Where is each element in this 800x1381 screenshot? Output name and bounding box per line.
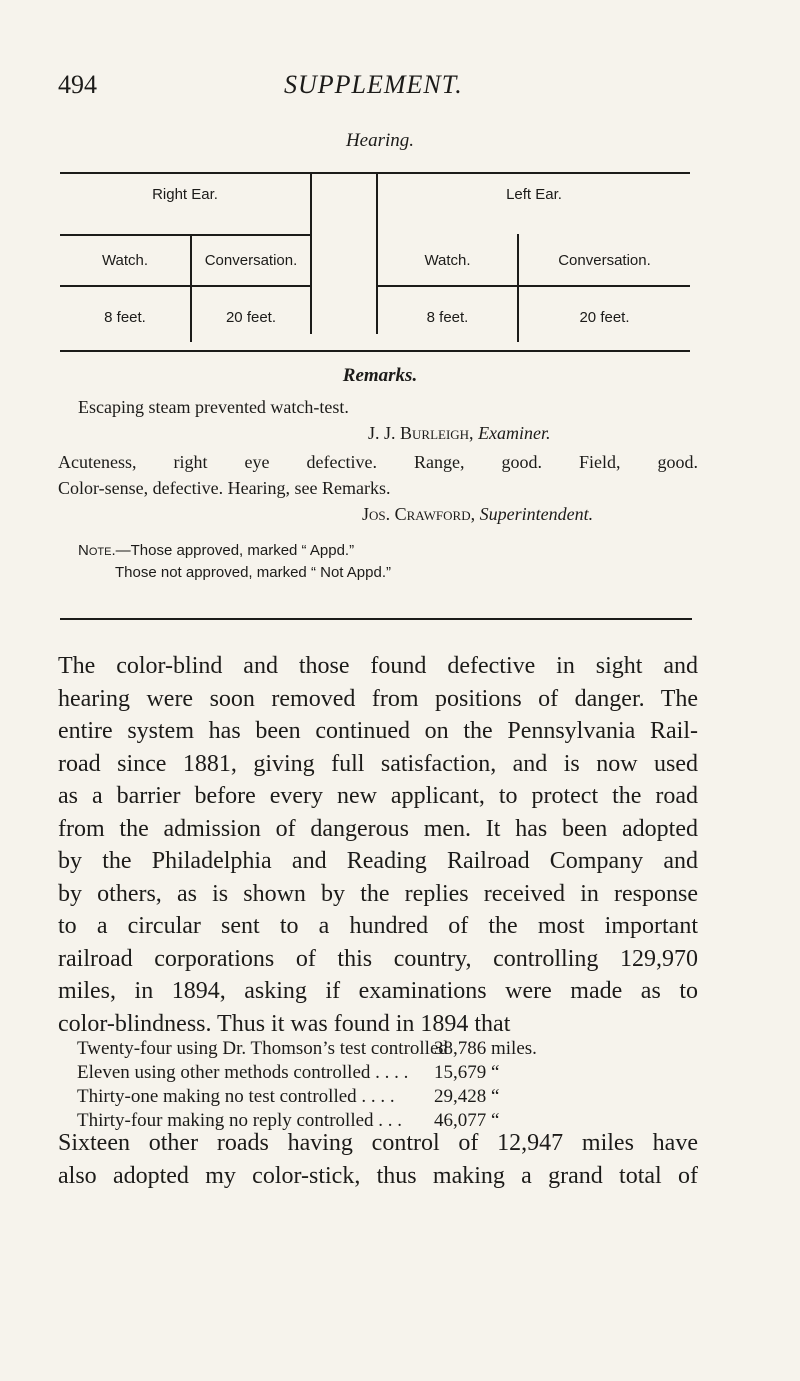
left-conversation-value: 20 feet. — [579, 309, 630, 326]
body-line: by others, as is shown by the replies received in response — [58, 880, 698, 907]
remarks-line: Escaping steam prevented watch-test. — [78, 397, 349, 417]
closing-line: also adopted my color-stick, thus making a grand total of — [58, 1162, 698, 1189]
body-line: from the admission of dangerous men. It has been adopted — [58, 815, 698, 842]
stat-label: Eleven using other methods controlled . . . . — [77, 1062, 409, 1083]
note-label: Note. — [78, 542, 116, 559]
body-line: miles, in 1894, asking if examinations were made as to — [58, 978, 698, 1004]
section-title: Hearing. — [345, 130, 415, 151]
note-text-1: —Those approved, marked “ Appd.” — [115, 542, 355, 559]
stat-label: Twenty-four using Dr. Thomson’s test controlled — [77, 1038, 448, 1059]
ear-divider-left — [310, 172, 312, 334]
body-line: to a circular sent to a hundred of the most important — [58, 913, 698, 939]
left-ear-header: Left Ear. — [506, 186, 562, 203]
stat-row — [77, 1037, 707, 1061]
stat-value: 29,428 “ — [434, 1086, 500, 1107]
color-sense-line: Color-sense, defective. Hearing, see Remarks. — [58, 478, 391, 498]
stat-value: 46,077 “ — [434, 1110, 500, 1131]
section-divider — [60, 618, 692, 620]
body-line: by the Philadelphia and Reading Railroad Company and — [58, 848, 698, 874]
left-ear-header-rule — [378, 285, 690, 287]
closing-line: Sixteen other roads having control of 12,947 miles have — [58, 1130, 698, 1156]
stat-row — [77, 1085, 707, 1109]
right-watch-header: Watch. — [101, 252, 149, 269]
body-line: railroad corporations of this country, controlling 129,970 — [58, 945, 698, 972]
body-line: The color-blind and those found defective in sight and — [58, 653, 698, 679]
stat-row — [77, 1061, 707, 1085]
right-conversation-value: 20 feet. — [225, 309, 277, 326]
stat-value: 15,679 “ — [434, 1062, 500, 1083]
examiner-signature — [368, 423, 551, 444]
body-line: hearing were soon removed from positions of danger. The — [58, 685, 698, 712]
statistics-list — [77, 1037, 707, 1133]
note-line-1 — [78, 542, 354, 559]
superintendent-title: Superintendent. — [479, 504, 594, 524]
body-paragraph — [58, 650, 698, 1040]
stat-label: Thirty-four making no reply controlled . . . — [77, 1110, 403, 1131]
remarks-title: Remarks. — [342, 365, 418, 386]
left-watch-header: Watch. — [424, 252, 471, 269]
right-conversation-header: Conversation. — [204, 252, 298, 269]
closing-paragraph — [58, 1127, 698, 1192]
left-conversation-header: Conversation. — [558, 252, 651, 269]
body-line: entire system has been continued on the Pennsylvania Rail- — [58, 718, 698, 744]
note-line-2: Those not approved, marked “ Not Appd.” — [115, 564, 391, 581]
examiner-title: Examiner. — [478, 423, 551, 443]
examiner-name: J. J. Burleigh, — [368, 423, 474, 443]
right-ear-subrule — [60, 234, 310, 236]
stat-label: Thirty-one making no test controlled . . . . — [77, 1086, 395, 1107]
right-watch-value: 8 feet. — [104, 309, 146, 326]
right-ear-header-rule — [60, 285, 310, 287]
body-line: as a barrier before every new applicant, to protect the road — [58, 783, 698, 809]
table-bottom-rule — [60, 350, 690, 352]
acuteness-line: Acuteness, right eye defective. Range, good. Field, good. — [58, 452, 698, 472]
stat-value: 38,786 miles. — [434, 1038, 537, 1059]
body-line: color-blindness. Thus it was found in 1894 that — [58, 1010, 511, 1037]
page-number: 494 — [58, 70, 97, 99]
left-watch-value: 8 feet. — [426, 309, 469, 326]
body-line: road since 1881, giving full satisfaction, and is now used — [58, 750, 698, 777]
page-header — [58, 70, 708, 100]
right-ear-header: Right Ear. — [152, 186, 218, 203]
superintendent-signature — [362, 504, 593, 525]
table-top-rule — [60, 172, 690, 174]
running-head: SUPPLEMENT. — [284, 70, 463, 99]
hearing-table — [60, 172, 690, 352]
superintendent-name: Jos. Crawford, — [362, 504, 476, 524]
